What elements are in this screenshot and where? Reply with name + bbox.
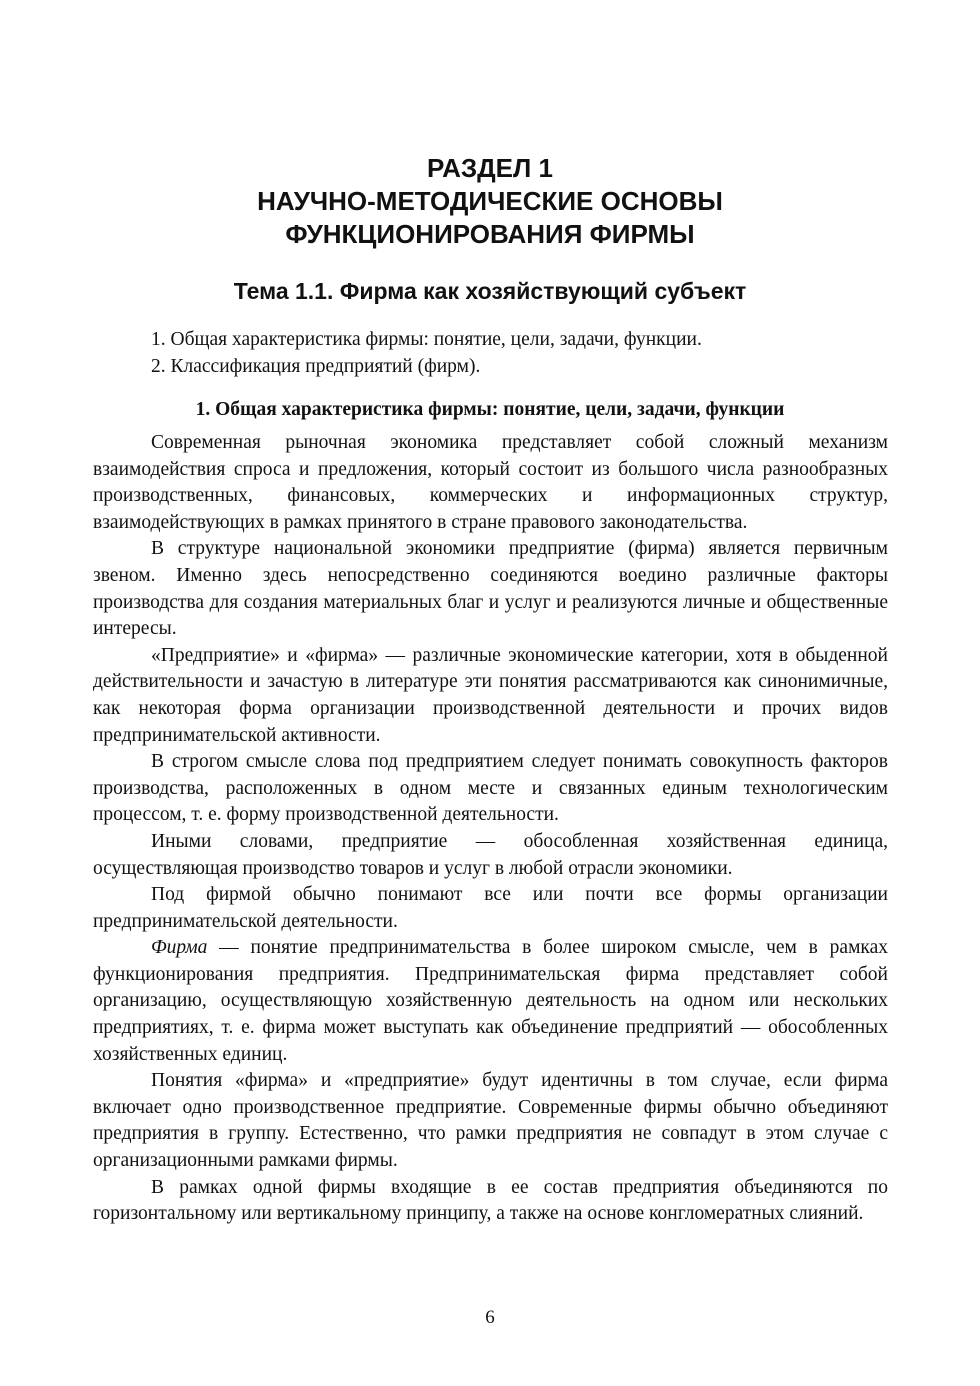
outline-item: 1. Общая характеристика фирмы: понятие, цели, задачи, функции. (151, 329, 702, 350)
paragraph: Современная рыночная экономика представляет собой сложный механизм взаимодействия спроса и предложения, который состоит из большого числа разнообразных производственных, финансовых, коммерческих и информационных структур, взаимодействующих в рамках принятого в стране правового законодательства. (93, 432, 888, 533)
defined-term: Фирма (151, 937, 208, 959)
paragraph-firm-definition (93, 935, 888, 1068)
paragraph: «Предприятие» и «фирма» — различные экономические категории, хотя в обыденной действительности и зачастую в литературе эти понятия рассматриваются как синонимичные, как некоторая форма организации производственной деятельности и прочих видов предпринимательской активности. (93, 644, 888, 746)
definition-text: — понятие предпринимательства в более широком смысле, чем в рамках функционирования предприятия. Предпринимательская фирма представляет собой организацию, осуществляющую хозяйственную деятельность на одном или нескольких предприятиях, т. е. фирма может выступать как объединение предприятий — обособленных хозяйственных единиц. (93, 937, 888, 1065)
section-heading (92, 152, 888, 251)
section-title-line-1: НАУЧНО-МЕТОДИЧЕСКИЕ ОСНОВЫ (257, 186, 723, 216)
section-title-line-2: ФУНКЦИОНИРОВАНИЯ ФИРМЫ (285, 219, 695, 249)
outline-item: 2. Классификация предприятий (фирм). (151, 356, 481, 377)
paragraph: В рамках одной фирмы входящие в ее состав предприятия объединяются по горизонтальному или вертикальному принципу, а также на основе конгломератных слияний. (93, 1176, 888, 1225)
paragraph: Иными словами, предприятие — обособленная хозяйственная единица, осуществляющая производство товаров и услуг в любой отрасли экономики. (93, 830, 888, 879)
topic-outline (151, 326, 702, 380)
paragraph: В структуре национальной экономики предприятие (фирма) является первичным звеном. Именно здесь непосредственно соединяются воедино различные факторы производства для создания материальных благ и услуг и реализуются личные и общественные интересы. (93, 538, 888, 640)
paragraph: Под фирмой обычно понимают все или почти все формы организации предпринимательской деятельности. (93, 884, 888, 932)
paragraph: Понятия «фирма» и «предприятие» будут идентичны в том случае, если фирма включает одно производственное предприятие. Современные фирмы обычно объединяют предприятия в группу. Естественно, что рамки предприятия не совпадут в этом случае с организационными рамками фирмы. (93, 1070, 888, 1172)
body-text (93, 430, 888, 1228)
topic-heading: Тема 1.1. Фирма как хозяйствующий субъект (233, 278, 747, 304)
paragraph: В строгом смысле слова под предприятием следует понимать совокупность факторов производства, расположенных в одном месте и связанных единым технологическим процессом, т. е. форму производственной деятельности. (93, 751, 888, 826)
section-number: РАЗДЕЛ 1 (427, 153, 553, 183)
subsection-heading: 1. Общая характеристика фирмы: понятие, цели, задачи, функции (195, 399, 785, 420)
page-number: 6 (485, 1307, 495, 1328)
